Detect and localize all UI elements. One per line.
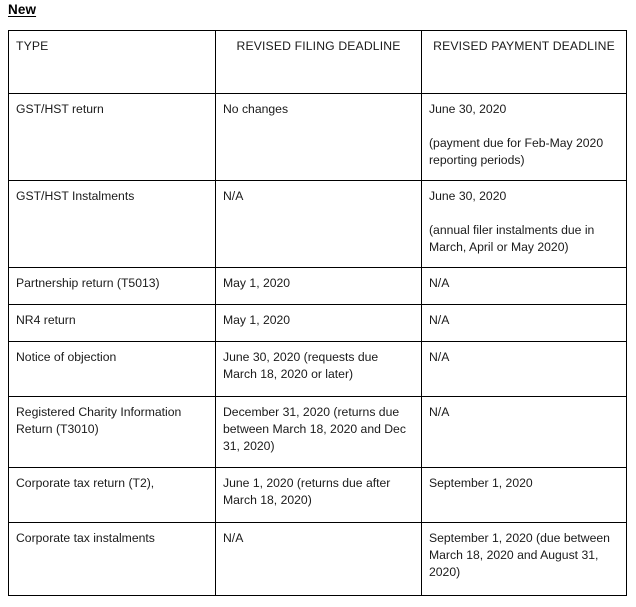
cell-filing: N/A: [216, 523, 422, 596]
payment-main: June 30, 2020: [429, 189, 507, 203]
cell-filing: N/A: [216, 181, 422, 268]
table-body: [9, 94, 627, 596]
cell-type: GST/HST return: [9, 94, 216, 181]
table-header-row: [9, 31, 627, 94]
cell-type: Corporate tax instalments: [9, 523, 216, 596]
cell-payment: N/A: [422, 397, 627, 468]
cell-type: Corporate tax return (T2),: [9, 468, 216, 523]
column-header-type: TYPE: [9, 31, 216, 94]
column-header-revised-filing-deadline: REVISED FILING DEADLINE: [216, 31, 422, 94]
payment-note: (annual filer instalments due in March, April or May 2020): [429, 222, 595, 254]
table-row: [9, 94, 627, 181]
cell-payment: [422, 94, 627, 181]
cell-payment: N/A: [422, 305, 627, 342]
table-row: [9, 523, 627, 596]
cell-payment: September 1, 2020 (due between March 18, 2020 and August 31, 2020): [422, 523, 627, 596]
revised-deadlines-table: [8, 30, 627, 596]
cell-payment: N/A: [422, 342, 627, 397]
cell-filing: May 1, 2020: [216, 305, 422, 342]
cell-payment: [422, 181, 627, 268]
cell-payment: September 1, 2020: [422, 468, 627, 523]
payment-note: (payment due for Feb-May 2020 reporting periods): [429, 135, 604, 167]
cell-filing: June 1, 2020 (returns due after March 18, 2020): [216, 468, 422, 523]
cell-type: Registered Charity Information Return (T3010): [9, 397, 216, 468]
table-row: [9, 468, 627, 523]
cell-type: Partnership return (T5013): [9, 268, 216, 305]
payment-main: June 30, 2020: [429, 102, 507, 116]
table-header: [9, 31, 627, 94]
cell-filing: May 1, 2020: [216, 268, 422, 305]
cell-type: NR4 return: [9, 305, 216, 342]
table-row: [9, 268, 627, 305]
cell-type: GST/HST Instalments: [9, 181, 216, 268]
cell-type: Notice of objection: [9, 342, 216, 397]
table-row: [9, 181, 627, 268]
table-row: [9, 342, 627, 397]
cell-filing: December 31, 2020 (returns due between March 18, 2020 and Dec 31, 2020): [216, 397, 422, 468]
cell-filing: No changes: [216, 94, 422, 181]
table-row: [9, 305, 627, 342]
cell-filing: June 30, 2020 (requests due March 18, 2020 or later): [216, 342, 422, 397]
table-row: [9, 397, 627, 468]
cell-payment: N/A: [422, 268, 627, 305]
column-header-revised-payment-deadline: REVISED PAYMENT DEADLINE: [422, 31, 627, 94]
section-heading-new: New: [8, 2, 37, 17]
